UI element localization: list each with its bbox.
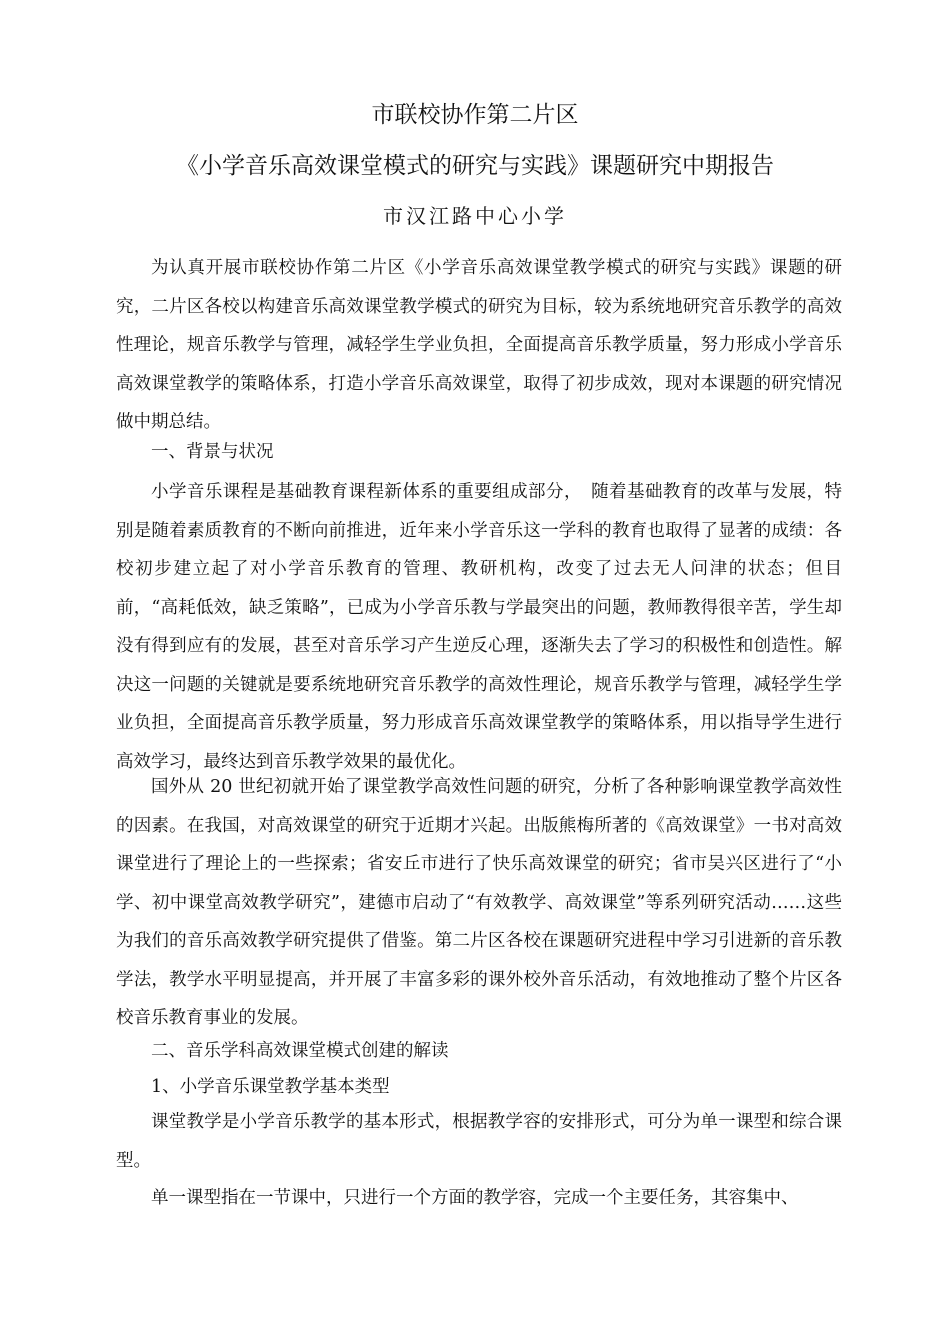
section1-heading: 一、背景与状况 [151, 442, 274, 462]
intro-paragraph: 为认真开展市联校协作第二片区《小学音乐高效课堂教学模式的研究与实践》课题的研究，二片区各校以构建音乐高效课堂教学模式的研究为目标，较为系统地研究音乐教学的高效性理论，规音乐教学与管理，减轻学生学业负担，全面提高音乐教学质量，努力形成小学音乐高效课堂教学的策略体系，打造小学音乐高效课堂，取得了初步成效，现对本课题的研究情况做中期总结。 [116, 258, 842, 432]
school-name: 市汉江路中心小学 [383, 204, 567, 228]
section2-heading: 二、音乐学科高效课堂模式创建的解读 [151, 1041, 449, 1061]
subsection1-paragraph1: 课堂教学是小学音乐教学的基本形式，根据教学容的安排形式，可分为单一课型和综合课型。 [116, 1112, 842, 1171]
subsection1-paragraph2: 单一课型指在一节课中，只进行一个方面的教学容，完成一个主要任务，其容集中、 [151, 1188, 799, 1208]
document-title-line1: 市联校协作第二片区 [371, 102, 579, 128]
section1-paragraph1: 小学音乐课程是基础教育课程新体系的重要组成部分， 随着基础教育的改革与发展，特别是随着素质教育的不断向前推进，近年来小学音乐这一学科的教育也取得了显著的成绩：各校初步建立起了对小学音乐教育的管理、教研机构，改变了过去无人问津的状态；但目前，“高耗低效，缺乏策略”，已成为小学音乐教与学最突出的问题，教师教得很辛苦，学生却没有得到应有的发展，甚至对音乐学习产生逆反心理，逐渐失去了学习的积极性和创造性。解决这一问题的关键就是要系统地研究音乐教学的高效性理论，规音乐教学与管理，减轻学生学业负担，全面提高音乐教学质量，努力形成音乐高效课堂教学的策略体系，用以指导学生进行高效学习，最终达到音乐教学效果的最优化。 [116, 482, 842, 772]
document-title-line2: 《小学音乐高效课堂模式的研究与实践》课题研究中期报告 [176, 153, 774, 179]
section1-paragraph2: 国外从 20 世纪初就开始了课堂教学高效性问题的研究，分析了各种影响课堂教学高效性的因素。在我国，对高效课堂的研究于近期才兴起。出版熊梅所著的《高效课堂》一书对高效课堂进行了理论上的一些探索；省安丘市进行了快乐高效课堂的研究；省市吴兴区进行了“小学、初中课堂高效教学研究”，建德市启动了“有效教学、高效课堂”等系列研究活动……这些为我们的音乐高效教学研究提供了借鉴。第二片区各校在课题研究进程中学习引进新的音乐教学法，教学水平明显提高，并开展了丰富多彩的课外校外音乐活动，有效地推动了整个片区各校音乐教育事业的发展。 [116, 777, 842, 1028]
subsection1-heading: 1、小学音乐课堂教学基本类型 [151, 1077, 390, 1097]
